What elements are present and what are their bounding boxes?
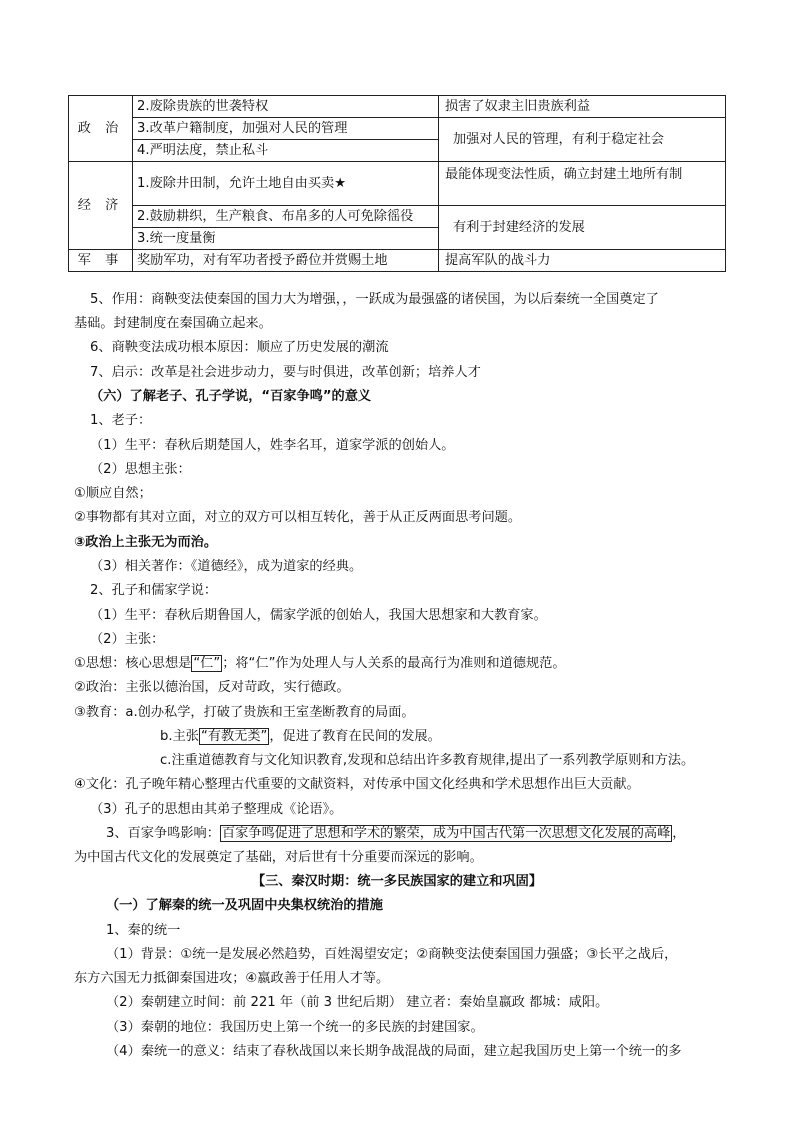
measure-cell: 3.改革户籍制度，加强对人民的管理: [133, 118, 439, 140]
effect-cell: 损害了奴隶主旧贵族利益: [439, 96, 726, 118]
laozi-point-1: ①顺应自然；: [74, 486, 152, 501]
measure-cell: 1.废除井田制，允许土地自由买卖★: [133, 162, 439, 206]
item-laozi: 1、老子：: [90, 413, 152, 428]
section-heading-6: （六）了解老子、孔子学说，“百家争鸣”的意义: [90, 389, 372, 404]
paragraph-6: 6、商鞅变法成功根本原因：顺应了历史发展的潮流: [90, 340, 389, 355]
category-economy: 经 济: [69, 162, 133, 250]
confucius-education-c: c.注重道德教育与文化知识教育,发现和总结出许多教育规律,提出了一系列教学原则和方法。: [160, 753, 695, 768]
item-qin-unification: 1、秦的统一: [106, 923, 181, 938]
qin-background-line1: （1）背景：①统一是发展必然趋势，百姓渴望安定；②商鞅变法使秦国国力强盛；③长平之战后，: [106, 947, 678, 962]
confucius-education-b: b.主张 “有教无类” ，促进了教育在民间的发展。: [160, 729, 441, 744]
confucius-education-a: ③教育：a.创办私学，打破了贵族和王室垄断教育的局面。: [74, 705, 415, 720]
confucius-claims: （2）主张：: [90, 632, 165, 647]
boxed-hundred-schools: 百家争鸣促进了思想和学术的繁荣，成为中国古代第一次思想文化发展的高峰: [221, 826, 671, 841]
qin-founding: （2）秦朝建立时间：前 221 年（前 3 世纪后期） 建立者：秦始皇嬴政 都城：咸阳。: [106, 995, 609, 1010]
category-military: 军 事: [69, 250, 133, 272]
confucius-thought: ①思想：核心思想是 “仁” ；将“仁”作为处理人与人关系的最高行为准则和道德规范。: [74, 656, 566, 671]
measure-cell: 3.统一度量衡: [133, 228, 439, 250]
laozi-thought: （2）思想主张：: [90, 462, 191, 477]
measure-cell: 2.鼓励耕织，生产粮食、布帛多的人可免除徭役: [133, 206, 439, 228]
laozi-point-3: ③政治上主张无为而治。: [74, 535, 218, 550]
boxed-ren: “仁”: [193, 656, 221, 671]
qin-background-line2: 东方六国无力抵御秦国进攻；④嬴政善于任用人才等。: [74, 971, 390, 986]
boxed-youjiaowulei: “有教无类”: [200, 729, 268, 744]
qin-significance: （4）秦统一的意义：结束了春秋战国以来长期争战混战的局面，建立起我国历史上第一个统一的多: [106, 1044, 682, 1059]
measure-cell: 4.严明法度，禁止私斗: [133, 140, 439, 162]
hundred-schools-line1: 3、百家争鸣影响： 百家争鸣促进了思想和学术的繁荣，成为中国古代第一次思想文化发展的高峰 ，: [106, 826, 686, 841]
item-confucius: 2、孔子和儒家学说：: [90, 583, 218, 598]
paragraph-5-line1: 5、作用：商鞅变法使秦国的国力大为增强，，一跃成为最强盛的诸侯国，为以后秦统一全国奠定了: [90, 292, 659, 307]
paragraph-7: 7、启示：改革是社会进步动力，要与时俱进，改革创新；培养人才: [90, 365, 481, 380]
laozi-works: （3）相关著作：《道德经》，成为道家的经典。: [90, 559, 363, 574]
confucius-analects: （3）孔子的思想由其弟子整理成《论语》。: [90, 802, 343, 817]
category-politics: 政 治: [69, 96, 133, 162]
laozi-life: （1）生平：春秋后期楚国人，姓李名耳，道家学派的创始人。: [90, 438, 455, 453]
laozi-point-2: ②事物都有其对立面，对立的双方可以相互转化，善于从正反两面思考问题。: [74, 510, 522, 525]
confucius-life: （1）生平：春秋后期鲁国人，儒家学派的创始人，我国大思想家和大教育家。: [90, 608, 547, 623]
qin-status: （3）秦朝的地位：我国历史上第一个统一的多民族的封建国家。: [106, 1020, 484, 1035]
confucius-politics: ②政治：主张以德治国，反对苛政，实行德政。: [74, 680, 350, 695]
effect-cell: 有利于封建经济的发展: [439, 206, 726, 250]
chapter-heading-qin-han: 【三、秦汉时期：统一多民族国家的建立和巩固】: [251, 874, 543, 889]
paragraph-5-line2: 基础。封建制度在秦国确立起来。: [74, 316, 272, 331]
effect-cell: 提高军队的战斗力: [439, 250, 726, 272]
measure-cell: 奖励军功，对有军功者授予爵位并赏赐土地: [133, 250, 439, 272]
measure-cell: 2.废除贵族的世袭特权: [133, 96, 439, 118]
effect-cell: 最能体现变法性质，确立封建土地所有制: [439, 162, 726, 206]
hundred-schools-line2: 为中国古代文化的发展奠定了基础，对后世有十分重要而深远的影响。: [74, 850, 483, 865]
reform-table: [68, 95, 726, 272]
section-heading-qin: （一）了解秦的统一及巩固中央集权统治的措施: [106, 898, 383, 913]
effect-cell: 加强对人民的管理，有利于稳定社会: [439, 118, 726, 162]
confucius-culture: ④文化：孔子晚年精心整理古代重要的文献资料，对传承中国文化经典和学术思想作出巨大贡献。: [74, 777, 640, 792]
